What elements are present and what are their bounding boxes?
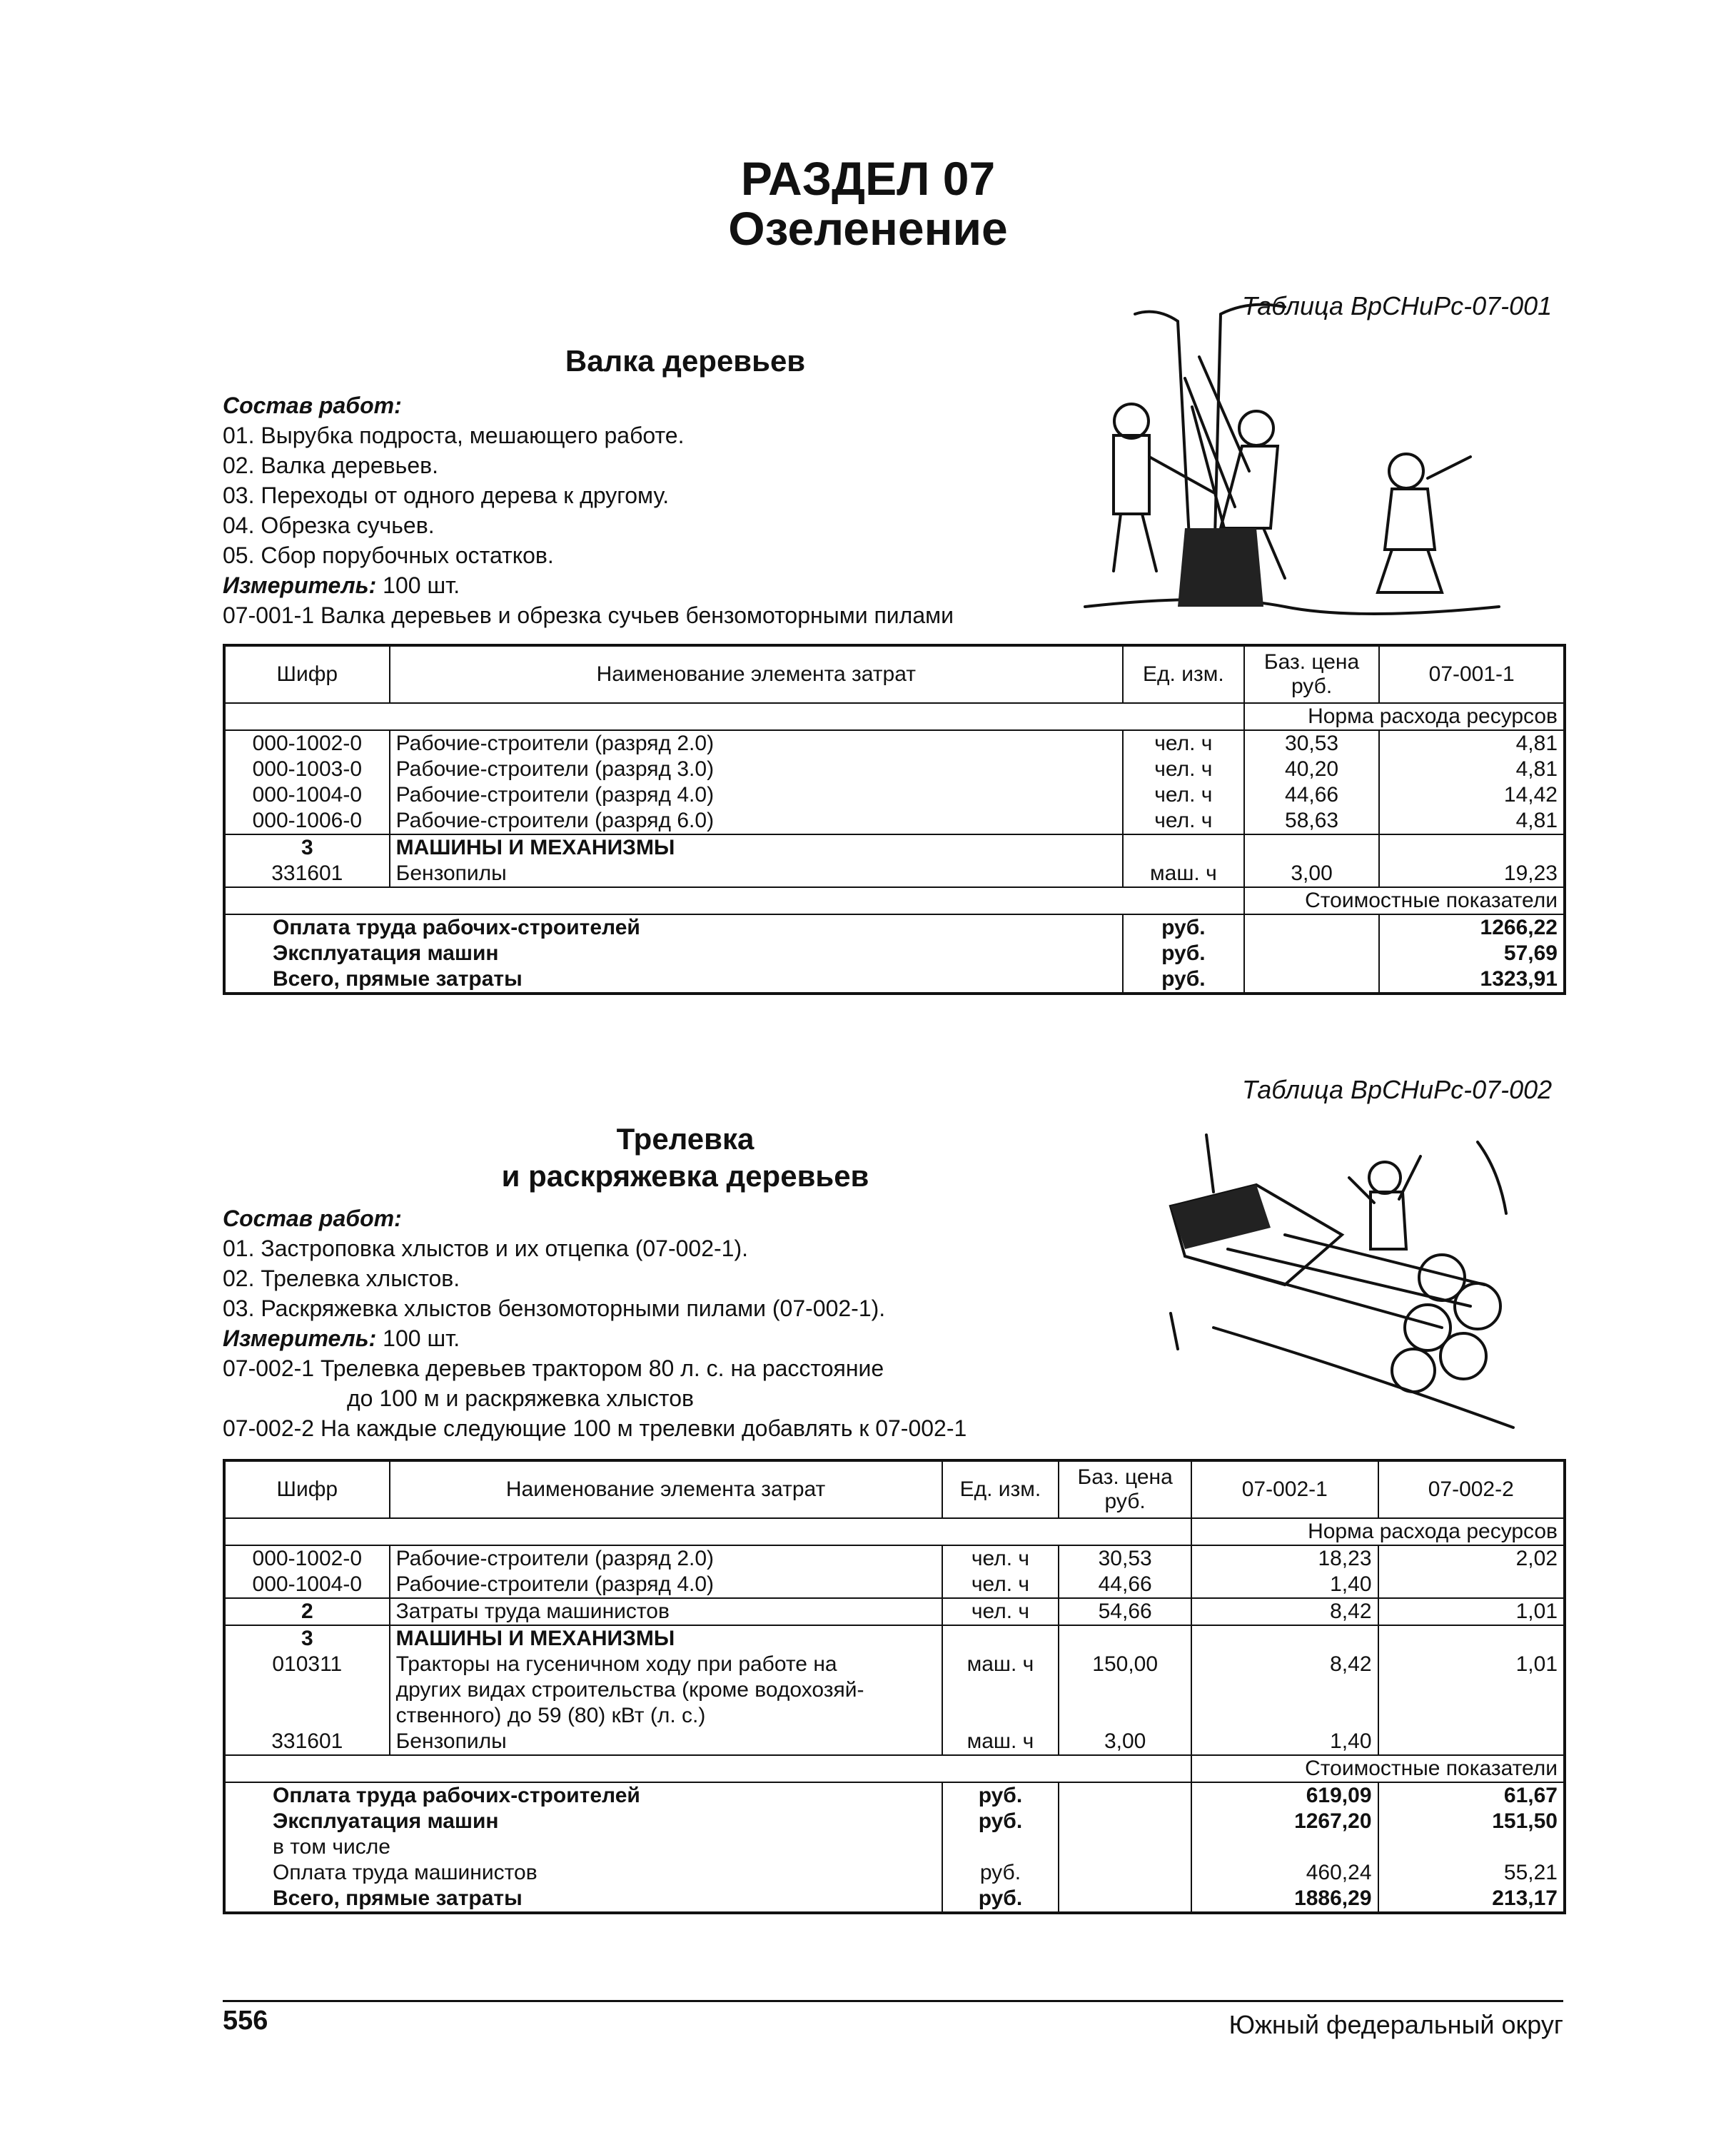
t1-work-5: 05. Сбор порубочных остатков. [223,542,554,568]
cost-row: Оплата труда машинистов руб. 460,24 55,21 [224,1860,1565,1886]
col-header-c2: 07-002-2 [1378,1460,1565,1518]
table2 [223,1459,1566,1914]
norm-label-row [224,1518,1565,1545]
footer-rule [223,2000,1563,2002]
table-row: 000-1004-0 Рабочие-строители (разряд 4.0) чел. ч 44,66 1,40 [224,1572,1565,1598]
col-header-price: Баз. цена руб. [1244,645,1380,703]
t2-code-line-2: до 100 м и раскряжевка хлыстов [347,1385,695,1411]
t2-izmeritel [223,1323,460,1353]
col-header-name: Наименование элемента затрат [390,1460,942,1518]
norm-label: Норма расхода ресурсов [1191,1518,1565,1545]
table1-header-row [224,645,1565,703]
col-header-price: Баз. цена руб. [1059,1460,1191,1518]
group-row: 3 МАШИНЫ И МЕХАНИЗМЫ [224,1625,1565,1652]
col-header-unit: Ед. изм. [1123,645,1244,703]
cost-row: Всего, прямые затраты руб. 1323,91 [224,966,1565,994]
t1-izm-label: Измеритель: [223,572,377,598]
table2-title-1: Трелевка [616,1122,755,1156]
cost-row: Эксплуатация машин руб. 1267,20 151,50 [224,1809,1565,1834]
table-row: 000-1004-0 Рабочие-строители (разряд 4.0) чел. ч 44,66 14,42 [224,782,1565,808]
table-row: 010311 Тракторы на гусеничном ходу при работе на маш. ч 150,00 8,42 1,01 [224,1652,1565,1677]
table1-title: Валка деревьев [565,344,806,378]
norm-label-row [224,703,1565,730]
cost-row: Оплата труда рабочих-строителей руб. 619,09 61,67 [224,1782,1565,1809]
t1-izm-value: 100 шт. [383,572,460,598]
cost-row: Оплата труда рабочих-строителей руб. 1266,22 [224,914,1565,941]
section-name: Озеленение [728,202,1008,255]
table-row: 000-1002-0 Рабочие-строители (разряд 2.0) чел. ч 30,53 18,23 2,02 [224,1545,1565,1572]
t2-code-line-3: 07-002-2 На каждые следующие 100 м трелевки добавлять к 07-002-1 [223,1415,967,1441]
table2-ref: Таблица ВрСНиРс-07-002 [1242,1075,1553,1104]
t1-work-3: 03. Переходы от одного дерева к другому. [223,483,670,508]
t1-sostav-label: Состав работ: [223,393,402,418]
table-row-continuation: других видах строительства (кроме водохозяй- [224,1677,1565,1703]
col-header-code: Шифр [224,1460,390,1518]
table-row: 331601 Бензопилы маш. ч 3,00 19,23 [224,861,1565,887]
cost-label: Стоимостные показатели [1244,887,1565,914]
t2-work-1: 01. Застроповка хлыстов и их отцепка (07-002-1). [223,1236,748,1261]
col-header-code: Шифр [224,645,390,703]
table-row: 000-1003-0 Рабочие-строители (разряд 3.0) чел. ч 40,20 4,81 [224,757,1565,782]
t1-code-line: 07-001-1 Валка деревьев и обрезка сучьев бензомоторными пилами [223,602,954,628]
table-row-continuation: ственного) до 59 (80) кВт (л. с.) [224,1703,1565,1729]
t2-sostav-label: Состав работ: [223,1206,402,1231]
col-header-c1: 07-002-1 [1191,1460,1378,1518]
cost-label-row [224,1755,1565,1782]
log-skidding-illustration [1142,1113,1542,1449]
col-header-unit: Ед. изм. [942,1460,1059,1518]
cost-row: Эксплуатация машин руб. 57,69 [224,941,1565,966]
table-row: 2 Затраты труда машинистов чел. ч 54,66 8,42 1,01 [224,1598,1565,1625]
t2-izm-label: Измеритель: [223,1325,377,1351]
woodcutters-illustration [1071,293,1513,628]
col-header-c1: 07-001-1 [1379,645,1565,703]
col-header-name: Наименование элемента затрат [390,645,1123,703]
table-row: 000-1006-0 Рабочие-строители (разряд 6.0) чел. ч 58,63 4,81 [224,808,1565,834]
t1-izmeritel [223,570,460,600]
t2-work-3: 03. Раскряжевка хлыстов бензомоторными пилами (07-002-1). [223,1295,886,1321]
cost-row: в том числе [224,1834,1565,1860]
t1-work-4: 04. Обрезка сучьев. [223,512,435,538]
norm-label: Норма расхода ресурсов [1244,703,1565,730]
table1-ref: Таблица ВрСНиРс-07-001 [1242,291,1553,320]
t2-code-line-1: 07-002-1 Трелевка деревьев трактором 80 л. с. на расстояние [223,1355,884,1381]
group-row: 3 МАШИНЫ И МЕХАНИЗМЫ [224,834,1565,861]
footer-region: Южный федеральный округ [1228,2010,1563,2039]
table-row: 331601 Бензопилы маш. ч 3,00 1,40 [224,1729,1565,1755]
table-row: 000-1002-0 Рабочие-строители (разряд 2.0) чел. ч 30,53 4,81 [224,730,1565,757]
section-number: РАЗДЕЛ 07 [740,152,996,205]
table2-header-row [224,1460,1565,1518]
t2-izm-value: 100 шт. [383,1325,460,1351]
page-number: 556 [223,2006,268,2036]
table1 [223,644,1566,995]
cost-row: Всего, прямые затраты руб. 1886,29 213,17 [224,1886,1565,1913]
t2-work-2: 02. Трелевка хлыстов. [223,1266,460,1291]
cost-label-row [224,887,1565,914]
t1-work-1: 01. Вырубка подроста, мешающего работе. [223,423,685,448]
table2-title-2: и раскряжевка деревьев [501,1159,869,1193]
t1-work-2: 02. Валка деревьев. [223,453,438,478]
cost-label: Стоимостные показатели [1191,1755,1565,1782]
